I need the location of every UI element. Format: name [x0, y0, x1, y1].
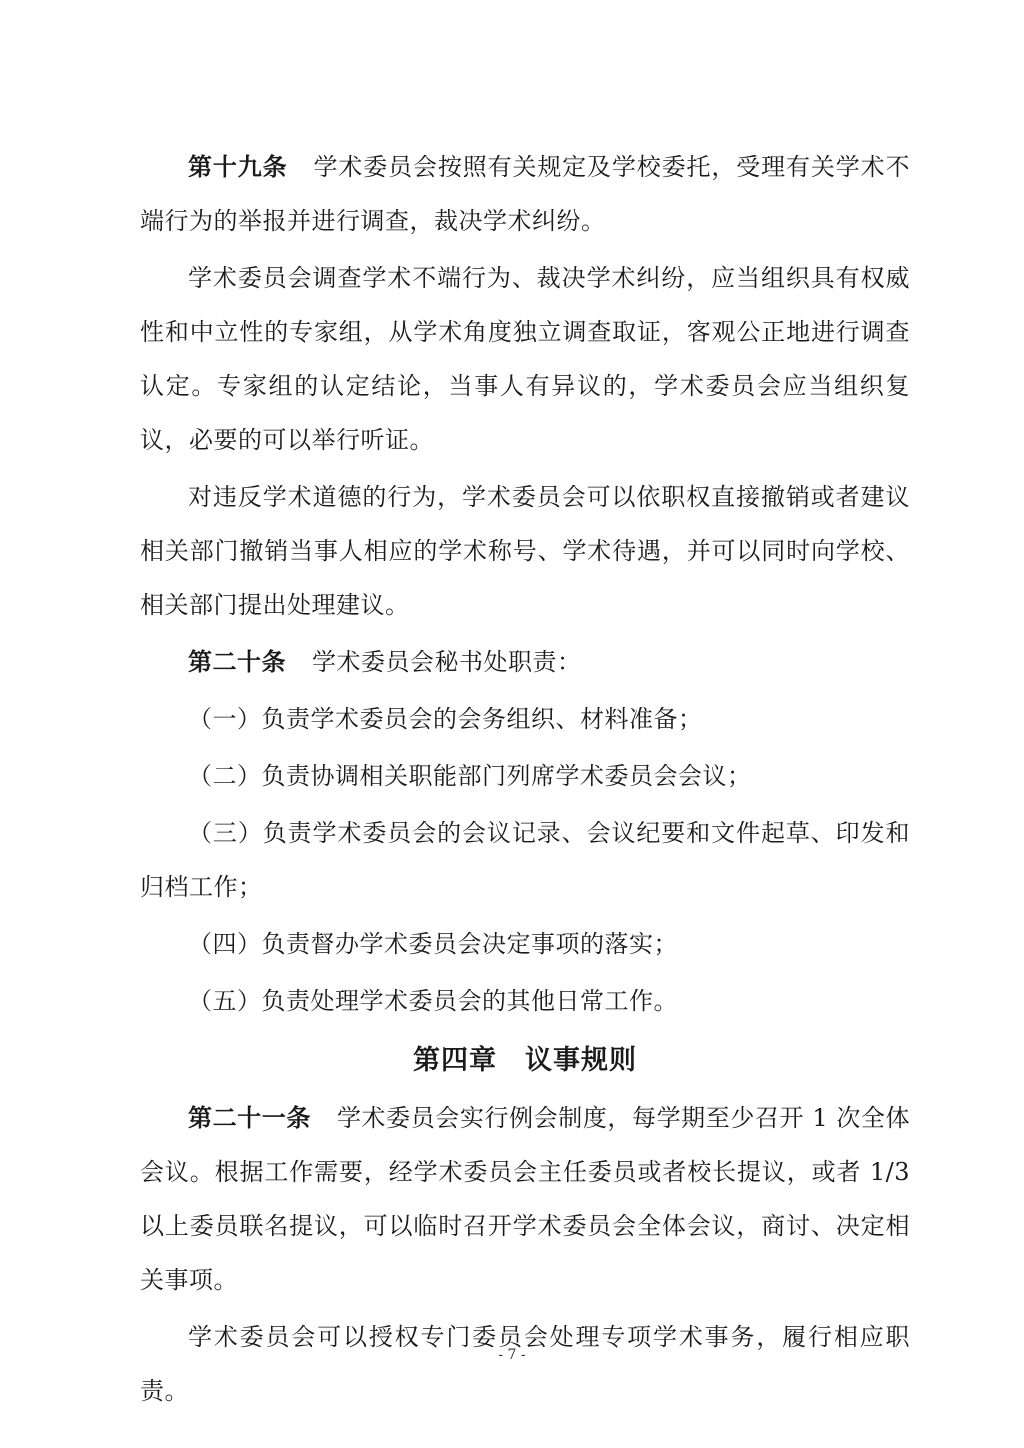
- body-paragraph: [140, 251, 910, 467]
- paragraph-text: （一）负责学术委员会的会务组织、材料准备；: [188, 705, 703, 733]
- paragraph-text: 对违反学术道德的行为，学术委员会可以依职权直接撤销或者建议相关部门撤销当事人相应的学术称号、学术待遇，并可以同时向学校、相关部门提出处理建议。: [140, 483, 910, 619]
- paragraph-text: （二）负责协调相关职能部门列席学术委员会会议；: [188, 762, 752, 790]
- body-paragraph: [140, 1310, 910, 1418]
- article-label: 第十九条: [188, 153, 288, 181]
- paragraph-text: 学术委员会调查学术不端行为、裁决学术纠纷，应当组织具有权威性和中立性的专家组，从学术角度独立调查取证，客观公正地进行调查认定。专家组的认定结论，当事人有异议的，学术委员会应当组织复议，必要的可以举行听证。: [140, 264, 910, 454]
- article-20-paragraph: [140, 635, 910, 689]
- article-19-paragraph: [140, 140, 910, 248]
- paragraph-text: 学术委员会可以授权专门委员会处理专项学术事务，履行相应职责。: [140, 1323, 910, 1405]
- paragraph-text: （五）负责处理学术委员会的其他日常工作。: [188, 987, 678, 1015]
- page-number: - 7 -: [498, 1347, 526, 1363]
- paragraph-text: 学术委员会按照有关规定及学校委托，受理有关学术不端行为的举报并进行调查，裁决学术纠纷。: [140, 153, 911, 235]
- paragraph-text: （四）负责督办学术委员会决定事项的落实；: [188, 930, 678, 958]
- chapter-heading: 第四章 议事规则: [413, 1045, 637, 1076]
- list-item: [140, 974, 910, 1028]
- list-item: [140, 692, 910, 746]
- list-item: [140, 806, 910, 914]
- paragraph-text: 学术委员会秘书处职责：: [312, 648, 582, 676]
- body-paragraph: [140, 470, 910, 632]
- article-label: 第二十条: [188, 648, 286, 676]
- list-item: [140, 917, 910, 971]
- document-body: [140, 140, 910, 1421]
- paragraph-text: 学术委员会实行例会制度，每学期至少召开 1 次全体会议。根据工作需要，经学术委员会主任委员或者校长提议，或者 1/3 以上委员联名提议，可以临时召开学术委员会全体会议，商讨、决定相关事项。: [140, 1104, 911, 1294]
- paragraph-text: （三）负责学术委员会的会议记录、会议纪要和文件起草、印发和归档工作；: [140, 819, 910, 901]
- article-21-paragraph: [140, 1091, 910, 1307]
- article-label: 第二十一条: [188, 1104, 311, 1132]
- list-item: [140, 749, 910, 803]
